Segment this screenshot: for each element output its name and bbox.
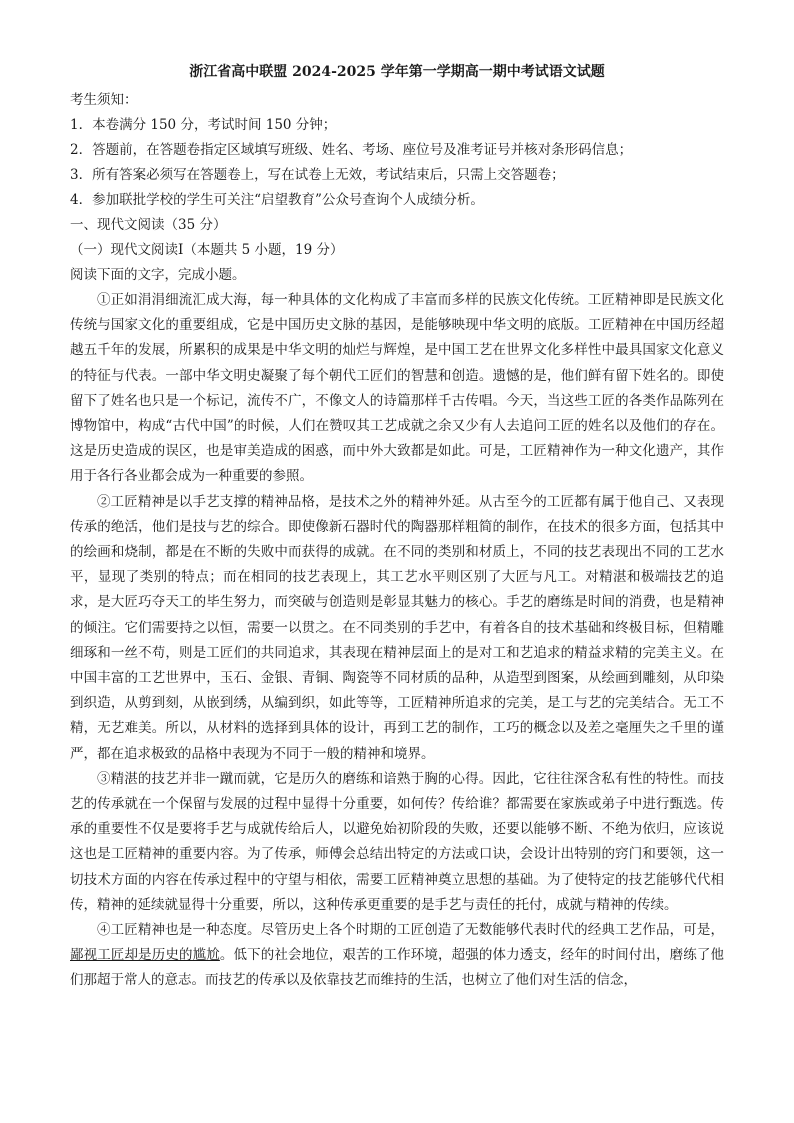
- page-title: 浙江省高中联盟 2024-2025 学年第一学期高一期中考试语文试题: [189, 64, 605, 80]
- notice-header: 考生须知：: [70, 92, 138, 108]
- notice-item: 1．本卷满分 150 分，考试时间 150 分钟；: [70, 117, 337, 133]
- passage-paragraph-4: [70, 918, 724, 994]
- passage-paragraph-3: ③精湛的技艺并非一蹴而就，它是历久的磨练和谙熟于胸的心得。因此，它往往深含私有性的特性。而技艺的传承就在一个保留与发展的过程中显得十分重要，如何传？传给谁？都需要在家族或弟子中进行甄选。传承的重要性不仅是要将手艺与成就传给后人，以避免始初阶段的失败，还要以能够不断、不绝为依归，应该说这也是工匠精神的重要内容。为了传承，师傅会总结出特定的方法或口诀，会设计出特别的窍门和要领，这一切技术方面的内容在传承过程中的守望与相依，需要工匠精神奠立思想的基础。为了使特定的技艺能够代代相传，精神的延续就显得十分重要，所以，这种传承更重要的是手艺与责任的托付，成就与精神的传续。: [70, 770, 724, 913]
- subsection-heading: （一）现代文阅读Ⅰ（本题共 5 小题，19 分）: [70, 242, 344, 258]
- notice-item: 2．答题前，在答题卷指定区域填写班级、姓名、考场、座位号及准考证号并核对条形码信息；: [70, 142, 633, 158]
- section-heading: 一、现代文阅读（35 分）: [70, 217, 227, 233]
- notice-item: 3．所有答案必须写在答题卷上，写在试卷上无效，考试结束后，只需上交答题卷；: [70, 167, 565, 183]
- passage-paragraph-2: ②工匠精神是以手艺支撑的精神品格，是技术之外的精神外延。从古至今的工匠都有属于他自己、又表现传承的绝活，他们是技与艺的综合。即使像新石器时代的陶器那样粗简的制作，在技术的很多方面，包括其中的绘画和烧制，都是在不断的失败中而获得的成就。在不同的类别和材质上，不同的技艺表现出不同的工艺水平，显现了类别的特点；而在相同的技艺表现上，其工艺水平则区别了大匠与凡工。对精湛和极端技艺的追求，是大匠巧夺天工的毕生努力，而突破与创造则是彰显其魅力的核心。手艺的磨练是时间的消费，也是精神的倾注。它们需要持之以恒，需要一以贯之。在不同类别的手艺中，有着各自的技术基础和终极目标，但精雕细琢和一丝不苟，则是工匠们的共同追求，其表现在精神层面上的是对工和艺追求的精益求精的完美主义。在中国丰富的工艺世界中，玉石、金银、青铜、陶瓷等不同材质的品种，从造型到图案，从绘画到雕刻，从印染到织造，从剪到刻，从嵌到绣，从编到织，如此等等，工匠精神所追求的完美，是工与艺的完美结合。无工不精，无艺难美。所以，从材料的选择到具体的设计，再到工艺的制作，工巧的概念以及差之毫厘失之千里的谨严，都在追求极致的品格中表现为不同于一般的精神和境界。: [70, 493, 724, 762]
- underlined-phrase: 鄙视工匠却是历史的尴尬: [70, 947, 220, 964]
- exam-notice: [70, 88, 724, 213]
- passage-paragraph-1: ①正如涓涓细流汇成大海，每一种具体的文化构成了丰富而多样的民族文化传统。工匠精神即是民族文化传统与国家文化的重要组成，它是中国历史文脉的基因，是能够映现中华文明的底版。工匠精神在中国历经超越五千年的发展，所累积的成果是中华文明的灿烂与辉煌，是中国工艺在世界文化多样性中最具国家文化意义的特征与代表。一部中华文明史凝聚了每个朝代工匠们的智慧和创造。遗憾的是，他们鲜有留下姓名的。即使留下了姓名也只是一个标记，流传不广，不像文人的诗篇那样千古传唱。今天，当这些工匠的各类作品陈列在博物馆中，构成“古代中国”的时候，人们在赞叹其工艺成就之余又少有人去追问工匠的姓名以及他们的存在。这是历史造成的误区，也是审美造成的困惑，而中外大致都是如此。可是，工匠精神作为一种文化遗产，其作用于各行各业都会成为一种重要的参照。: [70, 292, 724, 485]
- reading-instruction: 阅读下面的文字，完成小题。: [70, 267, 246, 283]
- paragraph-text: 。低下的社会地位，艰苦的工作环境，超强的体力透支，经年的时间付出，磨练了他们那超于常人的意志。而技艺的传承以及依靠技艺而维持的生活，也树立了他们对生活的信念，: [70, 947, 725, 989]
- notice-item: 4．参加联批学校的学生可关注“启望教育”公众号查询个人成绩分析。: [70, 192, 484, 208]
- reading-passage: [70, 288, 724, 994]
- paragraph-text: ④工匠精神也是一种态度。尽管历史上各个时期的工匠创造了无数能够代表时代的经典工艺作品，可是，: [97, 922, 724, 939]
